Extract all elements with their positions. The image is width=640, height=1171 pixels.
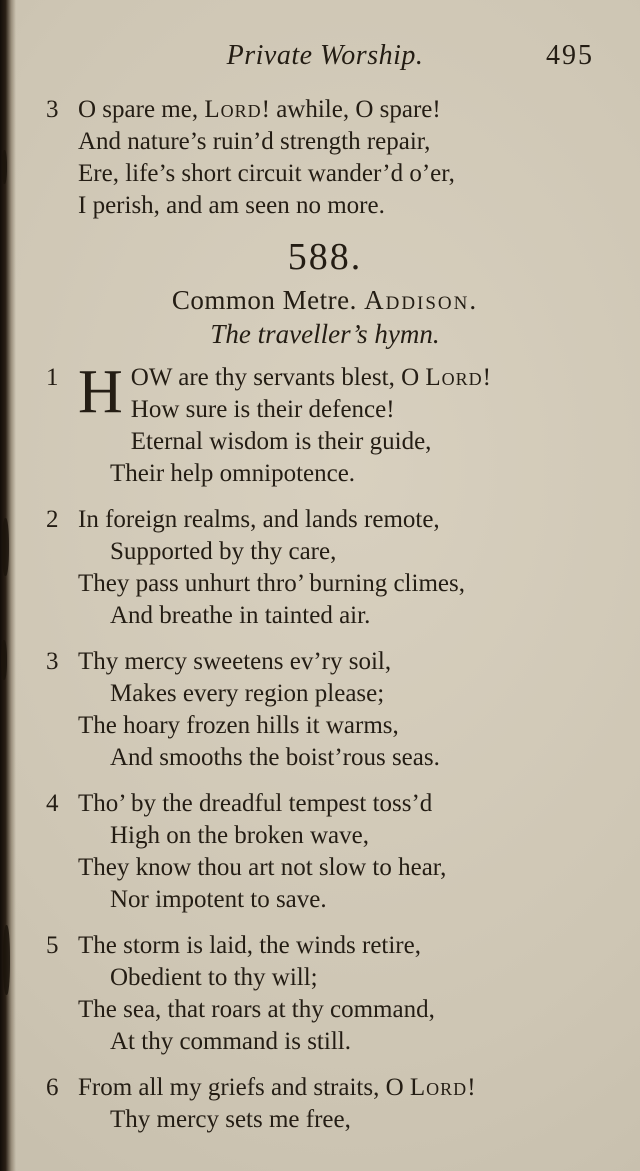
small-caps-word: Lord bbox=[425, 364, 483, 391]
verse-line: High on the broken wave, bbox=[110, 822, 369, 849]
verse-line: Thy mercy sets me free, bbox=[110, 1106, 351, 1133]
verse-number: 4 bbox=[46, 790, 59, 817]
running-title: Private Worship. bbox=[226, 40, 424, 71]
verse-number: 6 bbox=[46, 1074, 59, 1101]
verse-line: How sure is their defence! bbox=[130, 396, 395, 423]
verse-lines bbox=[78, 646, 604, 774]
verse-lines bbox=[78, 94, 604, 222]
verse-line: Nor impotent to save. bbox=[110, 886, 327, 913]
verse bbox=[46, 930, 604, 1058]
small-caps-word: Lord bbox=[409, 1074, 468, 1101]
small-caps-word: Lord bbox=[204, 96, 262, 123]
verse-line: And smooths the boist’rous seas. bbox=[110, 744, 440, 771]
verse-line: Obedient to thy will; bbox=[110, 964, 318, 991]
hymn-meter: Common Metre. bbox=[171, 285, 357, 315]
hymn-meta bbox=[46, 284, 604, 316]
verse-line: OW are thy servants blest, O Lord! bbox=[130, 364, 491, 391]
verse-number: 5 bbox=[46, 932, 59, 959]
verse bbox=[46, 1072, 604, 1136]
verse-number: 3 bbox=[46, 96, 59, 123]
verse-line: They know thou art not slow to hear, bbox=[78, 854, 447, 881]
verse-line: Their help omnipotence. bbox=[110, 460, 356, 487]
verse bbox=[46, 358, 604, 490]
hymn-verses bbox=[46, 358, 604, 1136]
page-header bbox=[46, 40, 604, 74]
verse-lines bbox=[78, 930, 604, 1058]
verse-lines bbox=[78, 788, 604, 916]
verse-line: The hoary frozen hills it warms, bbox=[78, 712, 399, 739]
verse-line: The sea, that roars at thy command, bbox=[78, 996, 435, 1023]
hymn-title: The traveller’s hymn. bbox=[210, 319, 440, 349]
verse-number: 1 bbox=[46, 364, 59, 391]
verse-lines bbox=[78, 358, 604, 490]
verse bbox=[46, 504, 604, 632]
verse-line: In foreign realms, and lands remote, bbox=[78, 506, 440, 533]
verse bbox=[46, 788, 604, 916]
verse-number: 3 bbox=[46, 648, 59, 675]
verse-line: Thy mercy sweetens ev’ry soil, bbox=[78, 648, 392, 675]
hymn-author: Addison. bbox=[364, 285, 479, 315]
verse-number: 2 bbox=[46, 506, 59, 533]
previous-hymn-verses bbox=[46, 94, 604, 222]
verse-line: At thy command is still. bbox=[110, 1028, 351, 1055]
verse bbox=[46, 646, 604, 774]
drop-cap: H bbox=[78, 358, 123, 426]
verse-line: And nature’s ruin’d strength repair, bbox=[78, 128, 431, 155]
verse bbox=[46, 94, 604, 222]
verse-line: O spare me, Lord! awhile, O spare! bbox=[78, 96, 441, 123]
hymn-head bbox=[46, 236, 604, 350]
verse-line: They pass unhurt thro’ burning climes, bbox=[78, 570, 465, 597]
verse-line: Ere, life’s short circuit wander’d o’er, bbox=[78, 160, 455, 187]
verse-line: Tho’ by the dreadful tempest toss’d bbox=[78, 790, 433, 817]
verse-line: I perish, and am seen no more. bbox=[78, 192, 385, 219]
hymn-number: 588. bbox=[287, 236, 363, 278]
verse-line: The storm is laid, the winds retire, bbox=[78, 932, 421, 959]
verse-line: And breathe in tainted air. bbox=[110, 602, 371, 629]
hymn-588 bbox=[46, 236, 604, 1136]
verse-line: From all my griefs and straits, O Lord! bbox=[78, 1074, 476, 1101]
verse-lines bbox=[78, 504, 604, 632]
verse-line: Supported by thy care, bbox=[110, 538, 337, 565]
verse-line: Makes every region please; bbox=[110, 680, 385, 707]
page-number: 495 bbox=[546, 40, 594, 71]
verse-line: Eternal wisdom is their guide, bbox=[130, 428, 432, 455]
verse-lines bbox=[78, 1072, 604, 1136]
